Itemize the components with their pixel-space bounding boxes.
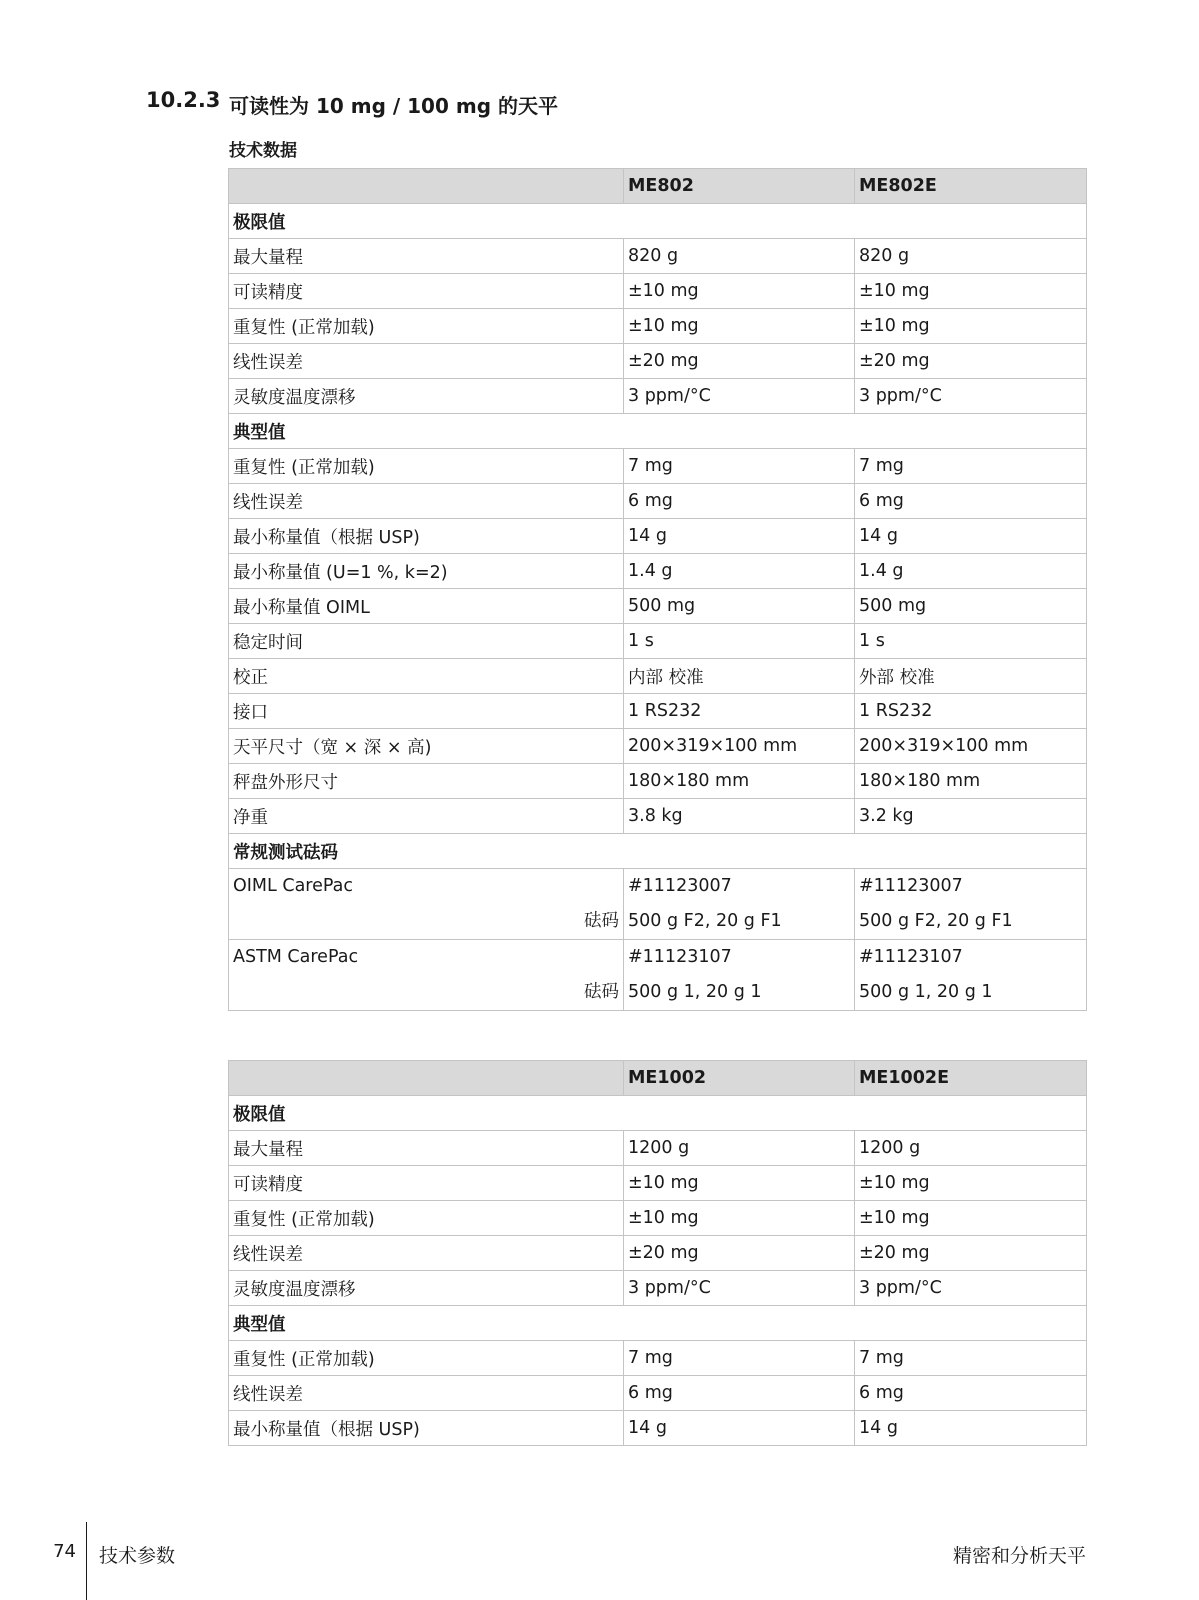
spec-table-me802 — [228, 168, 1087, 1011]
table-cell: ±10 mg — [624, 274, 855, 309]
row-label: 重复性 (正常加载) — [229, 1341, 624, 1376]
table-row — [229, 1131, 1087, 1166]
table-cell: ±20 mg — [855, 344, 1087, 379]
row-label: 秤盘外形尺寸 — [229, 764, 624, 799]
page-number: 74 — [53, 1541, 76, 1562]
row-label: 可读精度 — [229, 1166, 624, 1201]
row-label: 线性误差 — [229, 1236, 624, 1271]
table-cell — [855, 869, 1087, 940]
weight-set-ref: #11123007 — [628, 876, 732, 896]
section-number: 10.2.3 — [146, 88, 221, 112]
table-cell — [855, 940, 1087, 1011]
table-row — [229, 1166, 1087, 1201]
header-cell: ME802 — [624, 169, 855, 204]
weight-sub-label: 砝码 — [584, 982, 619, 1002]
row-label: 最大量程 — [229, 1131, 624, 1166]
table-cell: 7 mg — [855, 1341, 1087, 1376]
table-cell: 6 mg — [855, 1376, 1087, 1411]
row-label: 最小称量值（根据 USP) — [229, 519, 624, 554]
table-row — [229, 1201, 1087, 1236]
table-row — [229, 659, 1087, 694]
table-cell: 1 s — [624, 624, 855, 659]
table-row — [229, 1236, 1087, 1271]
weight-set-name: ASTM CarePac — [233, 947, 359, 967]
table-row — [229, 344, 1087, 379]
table-cell: 3.8 kg — [624, 799, 855, 834]
table-cell: ±10 mg — [855, 309, 1087, 344]
table-cell: 7 mg — [624, 449, 855, 484]
table-cell: 14 g — [855, 1411, 1087, 1446]
row-label: 重复性 (正常加载) — [229, 309, 624, 344]
weight-set-row — [229, 940, 1087, 1011]
table-cell — [624, 869, 855, 940]
weight-set-label-cell — [229, 940, 624, 1011]
table-cell: 180×180 mm — [855, 764, 1087, 799]
weight-set-values: 500 g 1, 20 g 1 — [859, 982, 993, 1002]
table-row — [229, 624, 1087, 659]
group-label: 极限值 — [229, 204, 1087, 239]
spec-table-me1002 — [228, 1060, 1087, 1446]
table-cell: ±20 mg — [624, 344, 855, 379]
group-label: 常规测试砝码 — [229, 834, 1087, 869]
group-label: 典型值 — [229, 414, 1087, 449]
table-cell: 200×319×100 mm — [624, 729, 855, 764]
weight-sub-label: 砝码 — [584, 911, 619, 931]
table-cell: 7 mg — [855, 449, 1087, 484]
row-label: 灵敏度温度漂移 — [229, 1271, 624, 1306]
table-cell: 1.4 g — [624, 554, 855, 589]
header-cell: ME1002E — [855, 1061, 1087, 1096]
header-cell — [229, 1061, 624, 1096]
table-header-row — [229, 169, 1087, 204]
weight-set-row — [229, 869, 1087, 940]
table-row — [229, 694, 1087, 729]
row-label: 最小称量值 (U=1 %, k=2) — [229, 554, 624, 589]
group-row — [229, 1096, 1087, 1131]
table-cell: 内部 校准 — [624, 659, 855, 694]
row-label: 最小称量值 OIML — [229, 589, 624, 624]
table-cell: ±10 mg — [624, 1166, 855, 1201]
table-cell: 500 mg — [855, 589, 1087, 624]
row-label: 最大量程 — [229, 239, 624, 274]
table-cell: ±10 mg — [855, 1201, 1087, 1236]
table-row — [229, 799, 1087, 834]
row-label: 可读精度 — [229, 274, 624, 309]
group-row — [229, 834, 1087, 869]
table-row — [229, 1271, 1087, 1306]
row-label: 最小称量值（根据 USP) — [229, 1411, 624, 1446]
table-cell: 200×319×100 mm — [855, 729, 1087, 764]
table-cell: 3 ppm/°C — [855, 379, 1087, 414]
table-cell — [624, 940, 855, 1011]
footer-manual-title: 精密和分析天平 — [952, 1545, 1086, 1567]
header-cell — [229, 169, 624, 204]
table-cell: ±10 mg — [855, 1166, 1087, 1201]
table-cell: ±10 mg — [624, 309, 855, 344]
row-label: 线性误差 — [229, 1376, 624, 1411]
table-row — [229, 589, 1087, 624]
weight-set-values: 500 g F2, 20 g F1 — [628, 911, 782, 931]
table-cell: 180×180 mm — [624, 764, 855, 799]
table-cell: 6 mg — [624, 484, 855, 519]
row-label: 灵敏度温度漂移 — [229, 379, 624, 414]
group-label: 极限值 — [229, 1096, 1087, 1131]
header-cell: ME802E — [855, 169, 1087, 204]
table-cell: 3 ppm/°C — [624, 1271, 855, 1306]
table-cell: ±20 mg — [855, 1236, 1087, 1271]
table-cell: 1200 g — [855, 1131, 1087, 1166]
table-cell: 3.2 kg — [855, 799, 1087, 834]
row-label: 线性误差 — [229, 484, 624, 519]
table-row — [229, 519, 1087, 554]
table-row — [229, 554, 1087, 589]
table-cell: 1 RS232 — [855, 694, 1087, 729]
table-cell: 820 g — [624, 239, 855, 274]
subheading: 技术数据 — [229, 141, 297, 161]
table-cell: 外部 校准 — [855, 659, 1087, 694]
weight-set-label-cell — [229, 869, 624, 940]
table-cell: ±20 mg — [624, 1236, 855, 1271]
table-row — [229, 1376, 1087, 1411]
table-cell: 6 mg — [855, 484, 1087, 519]
row-label: 净重 — [229, 799, 624, 834]
table-cell: 6 mg — [624, 1376, 855, 1411]
table-cell: 1 RS232 — [624, 694, 855, 729]
weight-set-values: 500 g F2, 20 g F1 — [859, 911, 1013, 931]
table-cell: 3 ppm/°C — [624, 379, 855, 414]
table-row — [229, 449, 1087, 484]
group-row — [229, 414, 1087, 449]
table-cell: 14 g — [624, 1411, 855, 1446]
table-cell: ±10 mg — [855, 274, 1087, 309]
table-header-row — [229, 1061, 1087, 1096]
row-label: 校正 — [229, 659, 624, 694]
table-cell: 1.4 g — [855, 554, 1087, 589]
header-cell: ME1002 — [624, 1061, 855, 1096]
table-row — [229, 1341, 1087, 1376]
table-cell: ±10 mg — [624, 1201, 855, 1236]
weight-set-ref: #11123107 — [628, 947, 732, 967]
row-label: 稳定时间 — [229, 624, 624, 659]
table-cell: 14 g — [624, 519, 855, 554]
table-cell: 1200 g — [624, 1131, 855, 1166]
footer-section-name: 技术参数 — [99, 1545, 176, 1567]
weight-set-ref: #11123107 — [859, 947, 963, 967]
weight-set-name: OIML CarePac — [233, 876, 353, 896]
row-label: 重复性 (正常加载) — [229, 1201, 624, 1236]
table-cell: 820 g — [855, 239, 1087, 274]
table-row — [229, 1411, 1087, 1446]
table-row — [229, 729, 1087, 764]
row-label: 重复性 (正常加载) — [229, 449, 624, 484]
weight-set-ref: #11123007 — [859, 876, 963, 896]
group-row — [229, 1306, 1087, 1341]
footer-divider — [86, 1522, 87, 1600]
table-cell: 500 mg — [624, 589, 855, 624]
row-label: 天平尺寸（宽 × 深 × 高) — [229, 729, 624, 764]
table-row — [229, 484, 1087, 519]
table-row — [229, 379, 1087, 414]
table-row — [229, 764, 1087, 799]
table-cell: 3 ppm/°C — [855, 1271, 1087, 1306]
table-cell: 7 mg — [624, 1341, 855, 1376]
weight-set-values: 500 g 1, 20 g 1 — [628, 982, 762, 1002]
table-row — [229, 309, 1087, 344]
table-row — [229, 239, 1087, 274]
table-cell: 1 s — [855, 624, 1087, 659]
table-cell: 14 g — [855, 519, 1087, 554]
section-title: 可读性为 10 mg / 100 mg 的天平 — [229, 94, 558, 118]
group-label: 典型值 — [229, 1306, 1087, 1341]
group-row — [229, 204, 1087, 239]
row-label: 线性误差 — [229, 344, 624, 379]
table-row — [229, 274, 1087, 309]
row-label: 接口 — [229, 694, 624, 729]
